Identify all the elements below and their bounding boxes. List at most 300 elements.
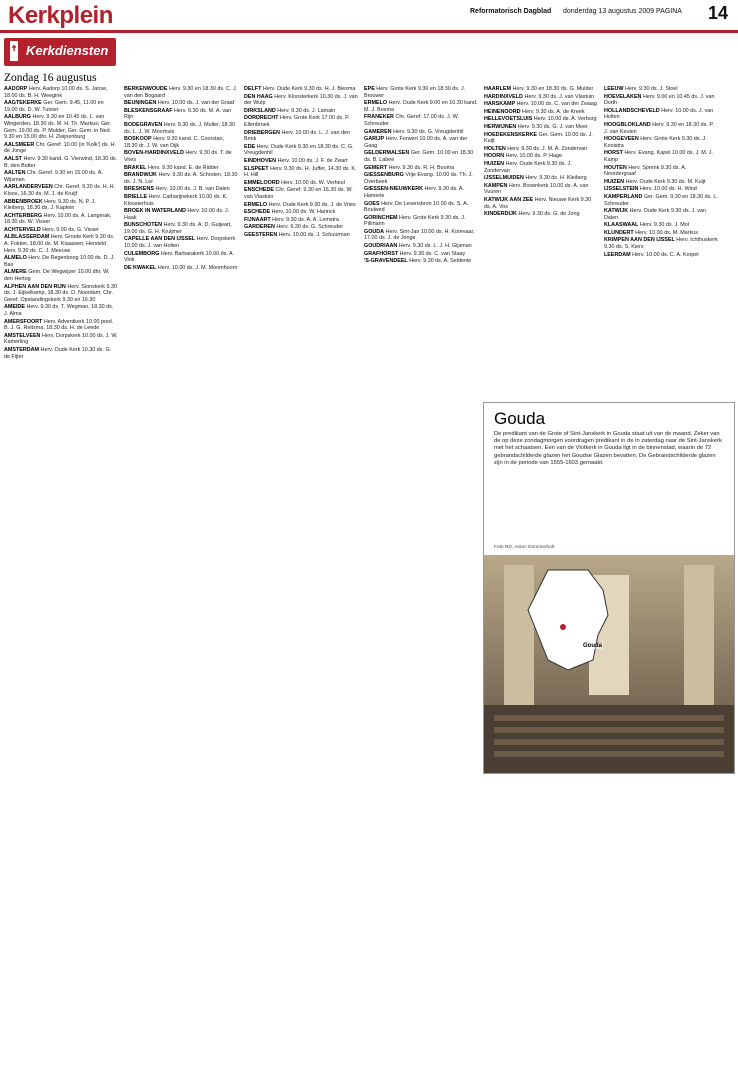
service-details: Chr. Geref. 17.00 ds. J. W. Schreuder: [364, 114, 459, 127]
church-icon: [8, 41, 20, 61]
place-name: AALTEN: [4, 170, 26, 177]
listing-column: [124, 86, 238, 1052]
service-details: Herv. 10.00 ds. L. J. van den Brink: [244, 129, 350, 143]
listing-entry: [604, 94, 718, 107]
listing-entry: [484, 109, 598, 116]
place-name: HOOGEVEEN: [604, 136, 639, 143]
service-details: Herv. Sionskerk 9.30 ds. J. Eijkelkamp, 18.30 ds. D. Noordam; Chr. Geref. Opstandingskerk 9.30 en 16.30: [4, 283, 117, 303]
service-details: Herv. 9.30 ds. J. van Vlastuin: [524, 93, 595, 100]
listing-entry: [364, 186, 478, 199]
netherlands-map: [518, 565, 618, 675]
day-heading: Zondag 16 augustus: [4, 72, 97, 84]
place-name: GORINCHEM: [364, 214, 398, 221]
place-name: HARDINXVELD: [484, 93, 523, 100]
service-details: Herv. Oude Kerk 9.30 ds. M. Kuijt: [625, 178, 706, 185]
service-details: Herv. 10.00 ds. J. Haak: [124, 208, 230, 221]
place-name: ALBLASSERDAM: [4, 234, 50, 241]
listing-entry: [4, 142, 118, 155]
service-details: Herv. Catharijnekerk 10.00 ds. K. Kloosterhuis: [124, 193, 228, 207]
section-title: Kerkdiensten: [26, 43, 109, 58]
service-details: Herv. Groote Kerk 9.30 ds. A. Fokker, 18.00 ds. M. Klaassen; Hersteld Herv. 9.30 ds. C. J. Meeuse: [4, 234, 115, 254]
service-details: Herv. 9.30 ds. A. Schroten, 18.30 ds. J. N. Lor: [124, 172, 238, 185]
listing-entry: [4, 114, 118, 140]
listing-entry: [124, 165, 238, 172]
place-name: 'S-GRAVENDEEL: [364, 258, 408, 265]
service-details: Herv. Barbarakerk 10.00 ds. A. Vink: [124, 250, 235, 264]
listing-entry: [244, 232, 358, 239]
place-name: EINDHOVEN: [244, 157, 277, 164]
service-details: Ger. Gem. 9.30 en 18.30 ds. L. Schreuder: [604, 193, 718, 207]
listing-entry: [124, 136, 238, 149]
listing-entry: [604, 150, 718, 163]
service-details: Herv. Kloosterkerk 10.30 ds. J. van der Wulp: [244, 93, 358, 107]
service-details: Ger. Gem. 10.00 ds. J. Kuijt: [484, 131, 593, 145]
listing-entry: [124, 251, 238, 264]
listing-column: [364, 86, 478, 1052]
place-name: HOEDEKENSKERKE: [484, 131, 538, 138]
listing-entry: [4, 100, 118, 113]
listing-entry: [4, 234, 118, 254]
listing-entry: [604, 165, 718, 178]
service-details: Herv. Grote Kerk 9.30 en 18.30 ds. J. Brouwer: [364, 86, 466, 99]
place-name: LEEUW: [604, 86, 624, 92]
listing-entry: [364, 243, 478, 250]
service-details: Herv. Dorpskerk 10.00 ds. J. W. Kamerling: [4, 332, 118, 346]
listing-entry: [484, 146, 598, 153]
service-details: Herv. Oude Kerk 9.30 ds. J. van Dalen: [604, 208, 706, 221]
page-footer: [0, 1058, 738, 1068]
service-details: Chr. Geref. 10.00 (in 'Kolk') ds. H. de Jonge: [4, 141, 117, 155]
listing-entry: [244, 86, 358, 93]
service-details: Herv. Oude Kerk 9.30 ds. H. J. Biesma: [262, 86, 356, 92]
listing-entry: [124, 122, 238, 135]
service-details: Herv. 10.00 ds. J. B. van Dalen: [155, 186, 230, 193]
place-name: GEMERT: [364, 164, 388, 171]
listing-entry: [604, 179, 718, 186]
place-name: GRAFHORST: [364, 250, 399, 257]
place-name: AAGTEKERKE: [4, 100, 42, 107]
service-details: Herv. 9.30 ds. N. P. J. Kleiberg, 18.30 ds. J. Kaptein: [4, 198, 96, 212]
place-name: GOUDA: [364, 228, 385, 235]
listing-entry: [4, 269, 118, 282]
service-details: Chr. Geref. 9.30 en 16.30 ds. W. van Vlastuin: [244, 187, 353, 200]
service-details: Herv. 10.00 ds. A. Langerak, 18.30 ds. W. Visser: [4, 212, 112, 226]
place-name: HOEVELAKEN: [604, 93, 642, 100]
listing-column: [244, 86, 358, 718]
listing-entry: [4, 284, 118, 304]
listing-entry: [4, 347, 118, 360]
service-details: Herv. Nieuwe Kerk 9.30 ds. A. Vos: [484, 196, 592, 210]
listing-entry: [364, 129, 478, 136]
place-name: KINDERDIJK: [484, 211, 517, 218]
service-details: Herv. Bovenkerk 10.00 ds. A. van Vuuren: [484, 182, 589, 196]
listing-entry: [484, 175, 598, 182]
listing-entry: [364, 229, 478, 242]
listing-entry: [604, 208, 718, 221]
listing-entry: [364, 165, 478, 172]
listing-entry: [484, 211, 598, 218]
service-details: Herv. 10.00 ds. J. van der Graaf: [157, 100, 235, 107]
listing-entry: [4, 227, 118, 234]
page-number: 14: [708, 3, 729, 23]
listing-entry: [604, 122, 718, 135]
service-details: Herv. Dorpskerk 10.00 ds. J. van Holten: [124, 236, 236, 250]
service-details: Herv. 9.30 ds. C. van Staay: [399, 250, 466, 257]
service-details: Herv. 9.30 ds. T. Wegman, 18.30 ds. J. Alma: [4, 304, 114, 317]
place-name: HOLLANDSCHEVELD: [604, 107, 660, 114]
place-name: KLAASWAAL: [604, 222, 639, 229]
place-name: ALMELO: [4, 255, 27, 262]
place-name: ERMELO: [244, 201, 268, 208]
service-details: Herv. 9.30 ds. R. H. Bouma: [388, 164, 455, 171]
service-details: Herv. 9.30 ds. J. Stoel: [624, 86, 678, 92]
place-name: GIESSENBURG: [364, 172, 404, 179]
place-name: EDE: [244, 143, 256, 150]
service-details: Herv. 9.30 kand. C. Coorstan, 18.30 dr. J. W. van Dijk: [124, 136, 224, 149]
place-name: BRANDWIJK: [124, 172, 157, 179]
newspaper-name: Reformatorisch Dagblad: [470, 8, 552, 15]
service-details: Herv. 9.00 ds. G. Visser: [42, 226, 99, 233]
service-details: Herv. 9.30 ds. A. Hamerie: [364, 186, 464, 199]
place-name: AADORP: [4, 86, 28, 92]
listing-entry: [604, 237, 718, 250]
service-details: Herv. 9.30 ds. J. M. A. Zondervan: [507, 145, 588, 152]
place-name: KRIMPEN AAN DEN IJSSEL: [604, 237, 675, 244]
map-label: Gouda: [583, 643, 602, 649]
service-details: Herv. Sint-Jan 10.00 ds. H. Korevaar, 17.00 ds. J. de Jonge: [364, 228, 475, 242]
service-details: Herv. Ferwert 10.00 ds. A. van der Gaag: [364, 136, 468, 149]
service-details: Herv. 9.30 en 18.30 ds. C. J. van den Bogaard: [124, 86, 238, 99]
place-name: BLESKENSGRAAF: [124, 107, 173, 114]
listing-entry: [4, 304, 118, 317]
listing-entry: [124, 150, 238, 163]
listing-entry: [244, 166, 358, 179]
service-details: Herv. 9.30 en 18.30 ds. G. Mulder: [512, 86, 594, 92]
listing-column: [484, 86, 598, 402]
listing-entry: [244, 158, 358, 165]
listing-entry: [484, 132, 598, 145]
listing-entry: [364, 100, 478, 113]
service-details: Herv. 9.30 ds. G. Schreuder: [276, 224, 344, 231]
service-details: Herv. 9.30 ds. J. Muller, 18.30 ds. L. J. W. Moorhuis: [124, 121, 235, 135]
listing-entry: [244, 108, 358, 115]
place-name: LEERDAM: [604, 251, 631, 258]
place-name: EMMELOORD: [244, 179, 280, 186]
service-details: Herv. 9.30 ds. J. Mol: [639, 222, 689, 229]
listing-entry: [604, 222, 718, 229]
service-details: Herv. 10.00 ds. H. Wind: [639, 186, 697, 193]
issue-date: donderdag 13 augustus 2009 PAGINA: [563, 8, 682, 15]
place-name: KLUNDERT: [604, 229, 634, 236]
place-name: ALMERE: [4, 269, 27, 276]
listing-entry: [4, 199, 118, 212]
listing-entry: [484, 86, 598, 93]
service-details: Herv. Grote Kerk 9.30 ds. J. Pillmann: [364, 214, 466, 228]
service-details: Herv. Grote Kerk 9.30 ds. J. Kooistra: [604, 136, 707, 149]
listing-entry: [604, 108, 718, 121]
place-name: GOES: [364, 200, 380, 207]
listing-entry: [124, 108, 238, 121]
listing-entry: [244, 144, 358, 157]
listing-entry: [244, 187, 358, 200]
place-name: ALPHEN AAN DEN RIJN: [4, 283, 66, 290]
place-name: ENSCHEDE: [244, 187, 274, 194]
place-name: FIJNAART: [244, 216, 271, 223]
listing-entry: [124, 172, 238, 185]
service-details: Herv. 9.30 ds. G. de Jong: [518, 211, 580, 218]
place-name: GARDEREN: [244, 224, 275, 231]
place-name: ACHTERVELD: [4, 226, 41, 233]
listing-entry: [124, 236, 238, 249]
place-name: EPE: [364, 86, 375, 92]
listing-entry: [604, 194, 718, 207]
service-details: Herv. Oude Kerk 9.30 ds. J. Zondervan: [484, 160, 572, 174]
place-name: AMSTELVEEN: [4, 332, 41, 339]
service-details: Herv. 9.30 ds. G. Vreugdenhil: [393, 128, 464, 135]
place-name: CULEMBORG: [124, 250, 160, 257]
gouda-text: De predikant van de Grote of Sint-Janskerk in Gouda staat uit van de maand. Zeker van de op deze zondagmorgen voordragen predikant in de in zaterdag naar de Sint-Janskerk met het schaatsen. Een van de Vlotkerk in Gouda ligt in de binnenstad, waarin de 72 gebrandschilderde glazen het Goudse Glazen bevatten. De Gebrandschilderde glazen zijn in de periode van 1555-1603 gemaakt.: [494, 431, 722, 466]
service-details: Chr. Geref. 9.30 en 15.00 ds. A. Wijsman: [4, 170, 103, 183]
listing-entry: [124, 100, 238, 107]
gouda-feature: [483, 402, 735, 774]
listing-entry: [364, 215, 478, 228]
place-name: KATWIJK: [604, 208, 629, 215]
place-name: FRANEKER: [364, 114, 394, 121]
place-name: KAMPERLAND: [604, 193, 643, 200]
place-name: ESCHEDE: [244, 209, 271, 216]
place-name: BOSKOOP: [124, 136, 152, 143]
service-details: Herv. 9.30 ds. M. A. van Rijn: [124, 107, 232, 121]
place-name: DORDRECHT: [244, 115, 279, 122]
place-name: IJSSELSTEIN: [604, 186, 639, 193]
place-name: BOVEN-HARDINXVELD: [124, 150, 184, 157]
service-details: Herv. 9.30 ds. A. de Kreek: [522, 108, 585, 115]
place-name: AALSMEER: [4, 141, 35, 148]
listing-entry: [244, 202, 358, 209]
listing-entry: [244, 180, 358, 187]
service-details: Herv. 9.30 ds. A. Seldenie: [409, 258, 472, 265]
place-name: DIRKSLAND: [244, 107, 276, 114]
listing-entry: [124, 194, 238, 207]
listing-entry: [364, 150, 478, 163]
listing-entry: [484, 153, 598, 160]
service-details: Herv. Oude Kerk 9.30 ds. J. de Vries: [268, 201, 356, 208]
place-name: ERMELO: [364, 100, 388, 107]
service-details: Ger. Gem. 9.45, 11.00 en 19.00 ds. D. W. Tuinier: [4, 100, 104, 113]
service-details: Herv. 10.00 ds. M. Markus: [635, 229, 698, 236]
listing-entry: [364, 114, 478, 127]
service-details: Herv. Grote Kerk 17.00 ds. P. Ellenbroek: [244, 115, 350, 128]
listing-entry: [4, 184, 118, 197]
place-name: HAARLEM: [484, 86, 511, 92]
service-details: Herv. 9.30 kand. G. Vierwind, 18.30 ds. B. den Butter: [4, 155, 118, 169]
place-name: ELSPEET: [244, 165, 269, 172]
service-details: Herv. 10.00 ds. A. Verburg: [533, 116, 597, 123]
place-name: BRAKEL: [124, 164, 147, 171]
place-name: BEUNINGEN: [124, 100, 157, 107]
place-name: AARLANDERVEEN: [4, 184, 53, 191]
listing-entry: [484, 161, 598, 174]
listing-entry: [4, 213, 118, 226]
listing-entry: [244, 94, 358, 107]
listing-entry: [604, 86, 718, 93]
place-name: HOLTEN: [484, 145, 506, 152]
place-name: BRESKENS: [124, 186, 154, 193]
service-details: Herv. 9.30 kand. E. de Ridder: [147, 164, 219, 171]
listing-entry: [484, 197, 598, 210]
listing-column: [604, 86, 718, 402]
service-details: Herv. 9.30 ds. G. J. van Meer: [517, 123, 588, 130]
place-name: HOUTEN: [604, 164, 627, 171]
service-details: Herv. 10.00 ds. W. Harinck: [271, 209, 336, 216]
service-details: Herv. Aadorp 10.00 ds. S. Janse, 18.00 ds. B. H. Weegink: [4, 86, 108, 99]
service-details: Chr. Geref. 9.30 ds. H. H. Kloos, 16.30 ds. M. J. de Kruijf: [4, 184, 116, 197]
listing-entry: [124, 186, 238, 193]
place-name: BRIELLE: [124, 193, 148, 200]
service-details: Herv. Adventkerk 10.00 pred. B. J. G. Reitsma, 18.30 ds. H. de Leede: [4, 318, 114, 332]
place-name: AALBURG: [4, 114, 31, 121]
service-details: Herv. 10.00 ds. C. van der Zwaag: [516, 101, 597, 108]
listing-entry: [124, 208, 238, 221]
listing-entry: [604, 186, 718, 193]
place-name: ACHTERBERG: [4, 212, 43, 219]
listing-entry: [364, 136, 478, 149]
service-details: Herv. Oude Kerk 9.30 en 18.30 ds. C. G. Vreugdenhil: [244, 143, 354, 157]
listing-entry: [484, 124, 598, 131]
place-name: BERKENWOUDE: [124, 86, 168, 92]
service-details: Herv. 9.30 ds. H. Juffer, 14.30 ds. K. H. Hill: [244, 165, 357, 179]
place-name: HERWIJNEN: [484, 123, 517, 130]
place-name: HOORN: [484, 153, 505, 160]
place-name: AMSTERDAM: [4, 346, 40, 353]
service-details: Herv. Evang. Kapel 10.00 ds. J. M. J. Kamp: [604, 150, 713, 163]
listing-entry: [4, 255, 118, 268]
listing-entry: [4, 319, 118, 332]
service-details: Herv. 9.30 ds. T. de Vries: [124, 150, 232, 163]
place-name: DRIEBERGEN: [244, 129, 280, 136]
service-details: Herv. Oude Kerk 9.00 en 10.30 kand. M. J. Bosma: [364, 100, 478, 113]
listing-entry: [124, 86, 238, 99]
service-details: Herv. De Regenboog 10.00 ds. D. J. Bax: [4, 255, 115, 268]
service-details: Herv. 10.00 ds. P. Hage: [505, 153, 563, 160]
listing-entry: [364, 86, 478, 99]
listing-entry: [364, 172, 478, 185]
listing-entry: [484, 101, 598, 108]
service-details: Herv. 9.30 en 10.45 ds. L. van Wingerden, 18.30 ds. M. H. Th. Markus; Ger. Gem. 19.00 ds. P. Mulder; Ger. Gem. in Ned. 9.30 en 15.00 dhr. H. Zwijnenburg: [4, 114, 112, 141]
listing-entry: [604, 136, 718, 149]
listing-entry: [604, 230, 718, 237]
place-name: HOOGBLOKLAND: [604, 121, 651, 128]
section-name: Kerkplein: [8, 2, 113, 29]
service-details: Herv. 9.30 ds. J. Lamain: [277, 107, 336, 114]
service-details: Herv. 10.00 ds. J. van Holten: [604, 107, 714, 121]
place-name: GOUDRIAAN: [364, 243, 398, 250]
place-name: AMERSFOORT: [4, 318, 43, 325]
service-details: Ger. Gem. 10.00 en 18.30 ds. B. Labee: [364, 150, 474, 163]
service-details: Herv. 9.30 ds. A. A. Lemstra: [272, 216, 339, 223]
service-details: Vrije Evang. 10.00 ds. Th. J. Overbeek: [364, 172, 473, 185]
place-name: HORST: [604, 150, 623, 157]
service-details: Herv. Sprenk 9.30 ds. A. Noordergraaf: [604, 164, 687, 178]
place-name: CAPELLE AAN DEN IJSSEL: [124, 236, 196, 243]
place-name: BUNSCHOTEN: [124, 222, 163, 229]
place-name: ABBENBROEK: [4, 198, 43, 205]
listing-entry: [484, 94, 598, 101]
service-details: Herv. 9.00 en 10.45 ds. J. van Dorth: [604, 93, 715, 107]
service-details: Herv. 9.30 ds. A. D. Guijeart, 19.00 ds. G. H. Kruijmer: [124, 222, 232, 235]
listing-entry: [4, 170, 118, 183]
listing-entry: [244, 217, 358, 224]
listing-column: [4, 86, 118, 1052]
listing-entry: [484, 183, 598, 196]
listing-entry: [124, 222, 238, 235]
place-name: HUIZEN: [484, 160, 505, 167]
place-name: GEESTEREN: [244, 231, 278, 238]
listing-entry: [364, 251, 478, 258]
place-name: GELDERMALSEN: [364, 150, 410, 157]
service-details: Herv. 10.00 ds. J. F. de Zwart: [277, 157, 348, 164]
place-name: HELLEVOETSLUIS: [484, 116, 533, 123]
service-details: Herv. 10.00 ds. J. Schuurman: [278, 231, 350, 238]
section-banner: [4, 38, 116, 66]
service-details: Herv. Oude Kerk 10.30 ds. G. de Fijter: [4, 346, 112, 360]
service-details: Herv. De Levensbron 10.00 ds. S. A. Boulwed: [364, 200, 469, 214]
listing-entry: [4, 156, 118, 169]
listing-entry: [4, 86, 118, 99]
place-name: BODEGRAVEN: [124, 121, 163, 128]
place-name: DELFT: [244, 86, 262, 92]
photo-caption: Foto RD, Anton Dommerholt: [494, 545, 555, 550]
listing-entry: [604, 252, 718, 259]
service-details: Herv. 9.30 ds. H. Kleiberg: [525, 175, 587, 182]
service-details: Herv. 10.00 ds. W. Verheul: [281, 179, 345, 186]
service-details: Herv. 10.00 ds. J. M. Moomhoorn: [157, 264, 238, 271]
listing-entry: [484, 116, 598, 123]
place-name: HARSKAMP: [484, 101, 516, 108]
place-name: GAMEREN: [364, 128, 392, 135]
place-name: KAMPEN: [484, 182, 508, 189]
place-name: AALST: [4, 155, 22, 162]
place-name: GARIJP: [364, 136, 385, 143]
listing-entry: [244, 130, 358, 143]
church-photo: [484, 555, 734, 773]
gouda-location-marker: [560, 624, 566, 630]
place-name: HEINENOORD: [484, 108, 521, 115]
listing-entry: [4, 333, 118, 346]
gouda-title: Gouda: [494, 409, 546, 428]
service-details: Herv. Ichthuskerk 9.30 ds. S. Kiers: [604, 237, 718, 251]
listing-entry: [244, 209, 358, 216]
listing-entry: [124, 265, 238, 272]
place-name: GIESSEN-NIEUWKERK: [364, 186, 424, 193]
service-details: Gem. De Wegwijzer 10.00 dhr. W. den Hertog: [4, 269, 110, 283]
place-name: DEN HAAG: [244, 93, 273, 100]
listing-entry: [364, 201, 478, 214]
place-name: BROEK IN WATERLAND: [124, 208, 186, 215]
place-name: IJSSELMUIDEN: [484, 175, 524, 182]
place-name: KATWIJK AAN ZEE: [484, 196, 534, 203]
place-name: AMEIDE: [4, 304, 25, 311]
listing-entry: [244, 224, 358, 231]
listing-entry: [364, 258, 478, 265]
service-details: Herv. 10.00 ds. C. A. Korpel: [632, 251, 699, 258]
service-details: Herv. 9.30 ds. L. J. H. Gijsman: [398, 243, 472, 250]
listing-entry: [244, 115, 358, 128]
place-name: HUIZEN: [604, 178, 625, 185]
service-details: Herv. 9.30 en 18.30 ds. P. J. van Keulen: [604, 121, 714, 135]
place-name: DE KWAKEL: [124, 264, 157, 271]
masthead: [0, 0, 738, 33]
